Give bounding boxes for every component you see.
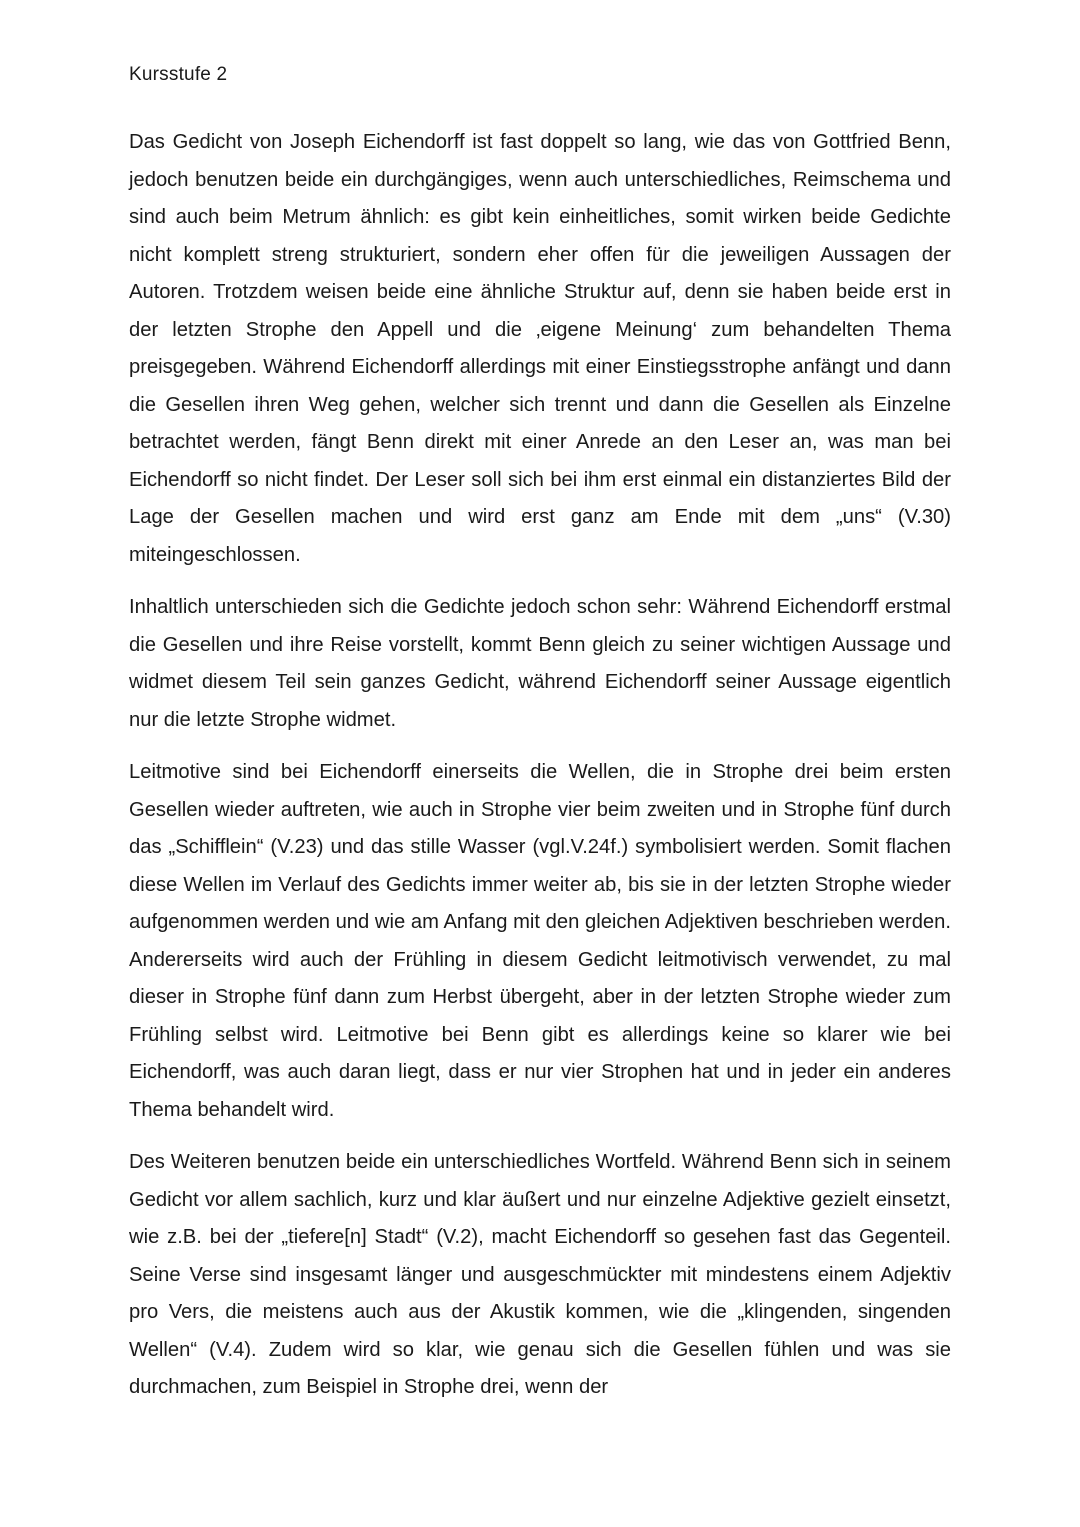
document-body — [129, 124, 951, 1422]
paragraph-1: Das Gedicht von Joseph Eichendorff ist fast doppelt so lang, wie das von Gottfried Benn, jedoch benutzen beide ein durchgängiges, wenn auch unterschiedliches, Reimschema und sind auch beim Metrum ähnlich: es gibt kein einheitliches, somit wirken beide Gedichte nicht komplett streng strukturiert, sondern eher offen für die jeweiligen Aussagen der Autoren. Trotzdem weisen beide eine ähnliche Struktur auf, denn sie haben beide erst in der letzten Strophe den Appell und die ‚eigene Meinung‘ zum behandelten Thema preisgegeben. Während Eichendorff allerdings mit einer Einstiegsstrophe anfängt und dann die Gesellen ihren Weg gehen, welcher sich trennt und dann die Gesellen als Einzelne betrachtet werden, fängt Benn direkt mit einer Anrede an den Leser an, was man bei Eichendorff so nicht findet. Der Leser soll sich bei ihm erst einmal ein distanziertes Bild der Lage der Gesellen machen und wird erst ganz am Ende mit dem „uns“ (V.30) miteingeschlossen. — [129, 131, 951, 566]
paragraph-4: Des Weiteren benutzen beide ein unterschiedliches Wortfeld. Während Benn sich in seinem Gedicht vor allem sachlich, kurz und klar äußert und nur einzelne Adjektive gezielt einsetzt, wie z.B. bei der „tiefere[n] Stadt“ (V.2), macht Eichendorff so gesehen fast das Gegenteil. Seine Verse sind insgesamt länger und ausgeschmückter mit mindestens einem Adjektiv pro Vers, die meistens auch aus der Akustik kommen, wie die „klingenden, singenden Wellen“ (V.4). Zudem wird so klar, wie genau sich die Gesellen fühlen und was sie durchmachen, zum Beispiel in Strophe drei, wenn der — [129, 1151, 951, 1398]
page-header: Kursstufe 2 — [129, 64, 228, 85]
paragraph-3: Leitmotive sind bei Eichendorff einerseits die Wellen, die in Strophe drei beim ersten Gesellen wieder auftreten, wie auch in Strophe vier beim zweiten und in Strophe fünf durch das „Schifflein“ (V.23) und das stille Wasser (vgl.V.24f.) symbolisiert werden. Somit flachen diese Wellen im Verlauf des Gedichts immer weiter ab, bis sie in der letzten Strophe wieder aufgenommen werden und wie am Anfang mit den gleichen Adjektiven beschrieben werden. Andererseits wird auch der Frühling in diesem Gedicht leitmotivisch verwendet, zu mal dieser in Strophe fünf dann zum Herbst übergeht, aber in der letzten Strophe wieder zum Frühling selbst wird. Leitmotive bei Benn gibt es allerdings keine so klarer wie bei Eichendorff, was auch daran liegt, dass er nur vier Strophen hat und in jeder ein anderes Thema behandelt wird. — [129, 761, 951, 1121]
paragraph-2: Inhaltlich unterschieden sich die Gedichte jedoch schon sehr: Während Eichendorff erstmal die Gesellen und ihre Reise vorstellt, kommt Benn gleich zu seiner wichtigen Aussage und widmet diesem Teil sein ganzes Gedicht, während Eichendorff seiner Aussage eigentlich nur die letzte Strophe widmet. — [129, 596, 951, 731]
